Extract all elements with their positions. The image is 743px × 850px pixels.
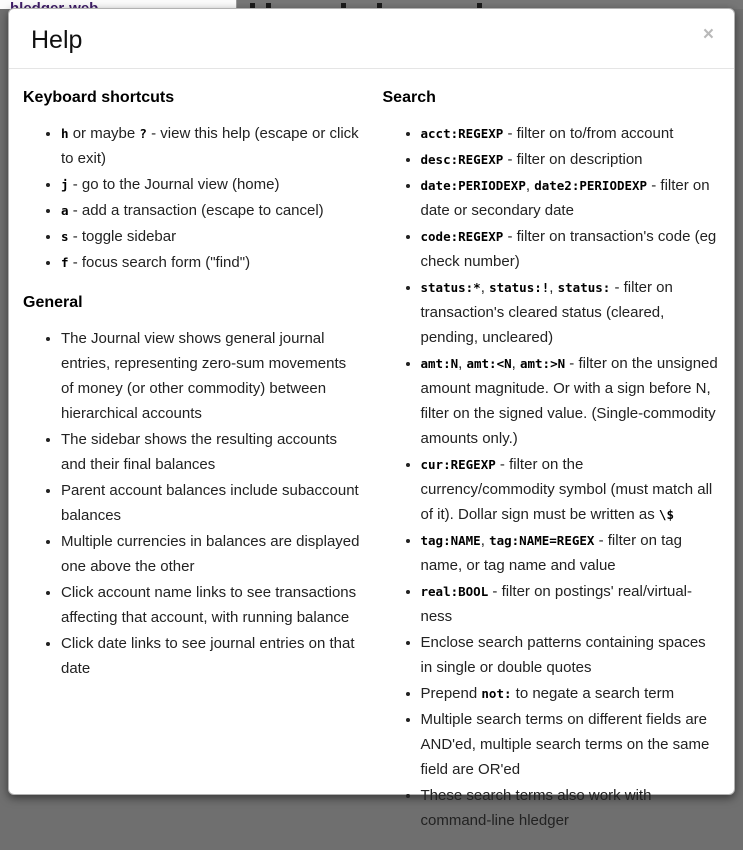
code-term: tag:NAME=REGEX	[489, 533, 595, 548]
text-segment: Click account name links to see transactions affecting that account, with running balance	[61, 584, 357, 626]
list-item	[421, 121, 721, 146]
text-segment: ,	[511, 355, 520, 372]
code-term: j	[61, 177, 69, 192]
section-list	[23, 326, 361, 681]
modal-title: Help	[31, 26, 83, 54]
text-segment: Multiple search terms on different fields are AND'ed, multiple search terms on the same field are OR'ed	[420, 711, 710, 778]
list-item	[61, 529, 361, 579]
modal-body	[9, 69, 734, 850]
text-segment: Multiple currencies in balances are displayed one above the other	[61, 533, 360, 575]
text-segment: The sidebar shows the resulting accounts and their final balances	[61, 431, 337, 473]
list-item	[421, 783, 721, 833]
list-item	[421, 579, 721, 629]
code-term: amt:>N	[519, 356, 566, 371]
close-button[interactable]: ×	[702, 24, 714, 45]
code-term: code:REGEXP	[420, 229, 504, 244]
section-heading: Keyboard shortcuts	[23, 89, 175, 106]
list-item	[421, 224, 721, 274]
text-segment: - go to the Journal view (home)	[68, 176, 280, 193]
text-segment: ,	[458, 355, 467, 372]
text-segment: - filter on postings' real/virtual-ness	[420, 583, 693, 625]
list-item	[421, 707, 721, 782]
code-term: status:*	[420, 280, 481, 295]
text-segment: to negate a search term	[511, 685, 675, 702]
code-term: s	[61, 229, 69, 244]
list-item	[61, 580, 361, 630]
list-item	[61, 427, 361, 477]
list-item	[421, 681, 721, 706]
list-item	[421, 630, 721, 680]
code-term: status:!	[489, 280, 550, 295]
modal-header	[9, 9, 734, 69]
code-term: acct:REGEXP	[420, 126, 504, 141]
text-segment: Enclose search patterns containing spaces in single or double quotes	[420, 634, 706, 676]
right-column	[383, 87, 721, 850]
list-item	[61, 172, 361, 197]
code-term: real:BOOL	[420, 584, 489, 599]
list-item	[421, 452, 721, 527]
code-term: f	[61, 255, 69, 270]
code-term: desc:REGEXP	[420, 152, 504, 167]
text-segment: - filter on description	[503, 151, 643, 168]
text-segment: ,	[525, 177, 535, 194]
help-modal	[8, 8, 735, 829]
text-segment: or maybe	[68, 125, 140, 142]
list-item	[61, 121, 361, 171]
list-item	[421, 275, 721, 350]
text-segment: - filter on the currency/commodity symbol (must match all of it). Dollar sign must be written as	[420, 456, 713, 523]
text-segment: ,	[549, 279, 558, 296]
text-segment: Click date links to see journal entries on that date	[61, 635, 355, 677]
list-item	[61, 250, 361, 275]
list-item	[61, 224, 361, 249]
left-column	[23, 87, 361, 850]
text-segment: Prepend	[420, 685, 482, 702]
list-item	[61, 198, 361, 223]
list-item	[421, 528, 721, 578]
code-term: amt:N	[420, 356, 459, 371]
list-item	[421, 147, 721, 172]
text-segment: - view this help (escape or click to exit)	[61, 125, 359, 167]
code-term: not:	[481, 686, 512, 701]
section-heading: General	[23, 294, 83, 311]
text-segment: ,	[480, 532, 490, 549]
text-segment: - focus search form ("find")	[68, 254, 251, 271]
section-list	[383, 121, 721, 833]
code-term: status:	[557, 280, 611, 295]
text-segment: Parent account balances include subaccount balances	[61, 482, 359, 524]
text-segment: - toggle sidebar	[68, 228, 177, 245]
text-segment: ,	[480, 279, 490, 296]
code-term: \$	[658, 507, 674, 522]
section-heading: Search	[382, 89, 436, 106]
code-term: cur:REGEXP	[420, 457, 496, 472]
code-term: a	[61, 203, 69, 218]
code-term: date2:PERIODEXP	[534, 178, 648, 193]
list-item	[61, 478, 361, 528]
text-segment: The Journal view shows general journal entries, representing zero-sum movements of money (or other commodity) between hierarchical accounts	[61, 330, 347, 422]
text-segment: - filter on date or secondary date	[420, 177, 710, 219]
text-segment: - filter on to/from account	[503, 125, 674, 142]
text-segment: - filter on transaction's cleared status (cleared, pending, uncleared)	[420, 279, 673, 346]
text-segment: - filter on transaction's code (eg check number)	[420, 228, 717, 270]
text-segment: - add a transaction (escape to cancel)	[68, 202, 324, 219]
code-term: tag:NAME	[420, 533, 481, 548]
list-item	[61, 631, 361, 681]
text-segment: - filter on tag name, or tag name and value	[420, 532, 682, 574]
code-term: amt:<N	[466, 356, 512, 371]
code-term: ?	[139, 126, 147, 141]
list-item	[61, 326, 361, 426]
code-term: date:PERIODEXP	[420, 178, 526, 193]
text-segment: These search terms also work with command-line hledger	[420, 787, 652, 829]
list-item	[421, 173, 721, 223]
text-segment: - filter on the unsigned amount magnitude. Or with a sign before N, filter on the signed value. (Single-commodity amounts only.)	[420, 355, 718, 447]
list-item	[421, 351, 721, 451]
code-term: h	[61, 126, 69, 141]
section-list	[23, 121, 361, 275]
